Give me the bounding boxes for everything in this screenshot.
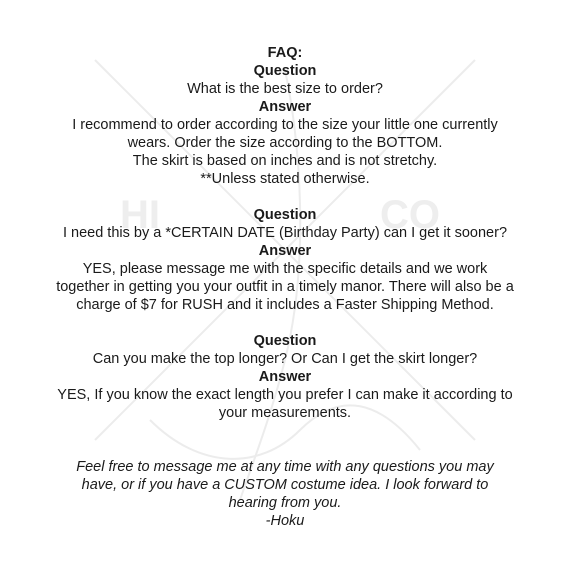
spacer <box>0 188 570 206</box>
spacer <box>0 422 570 458</box>
question-text: Can you make the top longer? Or Can I get the skirt longer? <box>92 351 478 367</box>
faq-document <box>0 44 570 530</box>
answer-line: I recommend to order according to the size your little one currently <box>72 117 498 133</box>
answer-label: Answer <box>258 243 312 259</box>
watermark-text-left: HI <box>120 193 160 237</box>
closing-line: Feel free to message me at any time with any questions you may <box>76 459 494 475</box>
closing-line: hearing from you. <box>228 495 342 511</box>
question-text: I need this by a *CERTAIN DATE (Birthday Party) can I get it sooner? <box>62 225 508 241</box>
signature: -Hoku <box>265 513 305 529</box>
spacer <box>0 314 570 332</box>
answer-line: together in getting you your outfit in a timely manor. There will also be a <box>56 279 514 295</box>
answer-line: The skirt is based on inches and is not stretchy. <box>132 153 438 169</box>
question-text: What is the best size to order? <box>187 81 383 97</box>
answer-line: YES, If you know the exact length you prefer I can make it according to <box>57 387 513 403</box>
answer-line: **Unless stated otherwise. <box>200 171 370 187</box>
answer-label: Answer <box>258 369 312 385</box>
faq-item <box>0 206 570 314</box>
closing-line: have, or if you have a CUSTOM costume idea. I look forward to <box>81 477 489 493</box>
answer-label: Answer <box>258 99 312 115</box>
answer-line: wears. Order the size according to the BOTTOM. <box>127 135 443 151</box>
question-label: Question <box>253 333 317 349</box>
watermark-text-right: CO <box>380 193 440 237</box>
answer-line: charge of $7 for RUSH and it includes a Faster Shipping Method. <box>76 297 494 313</box>
faq-title: FAQ: <box>267 45 303 61</box>
question-label: Question <box>253 63 317 79</box>
answer-line: YES, please message me with the specific details and we work <box>82 261 488 277</box>
faq-item <box>0 62 570 188</box>
question-label: Question <box>253 207 317 223</box>
answer-line: your measurements. <box>218 405 352 421</box>
closing-message <box>0 458 570 530</box>
faq-item <box>0 332 570 422</box>
